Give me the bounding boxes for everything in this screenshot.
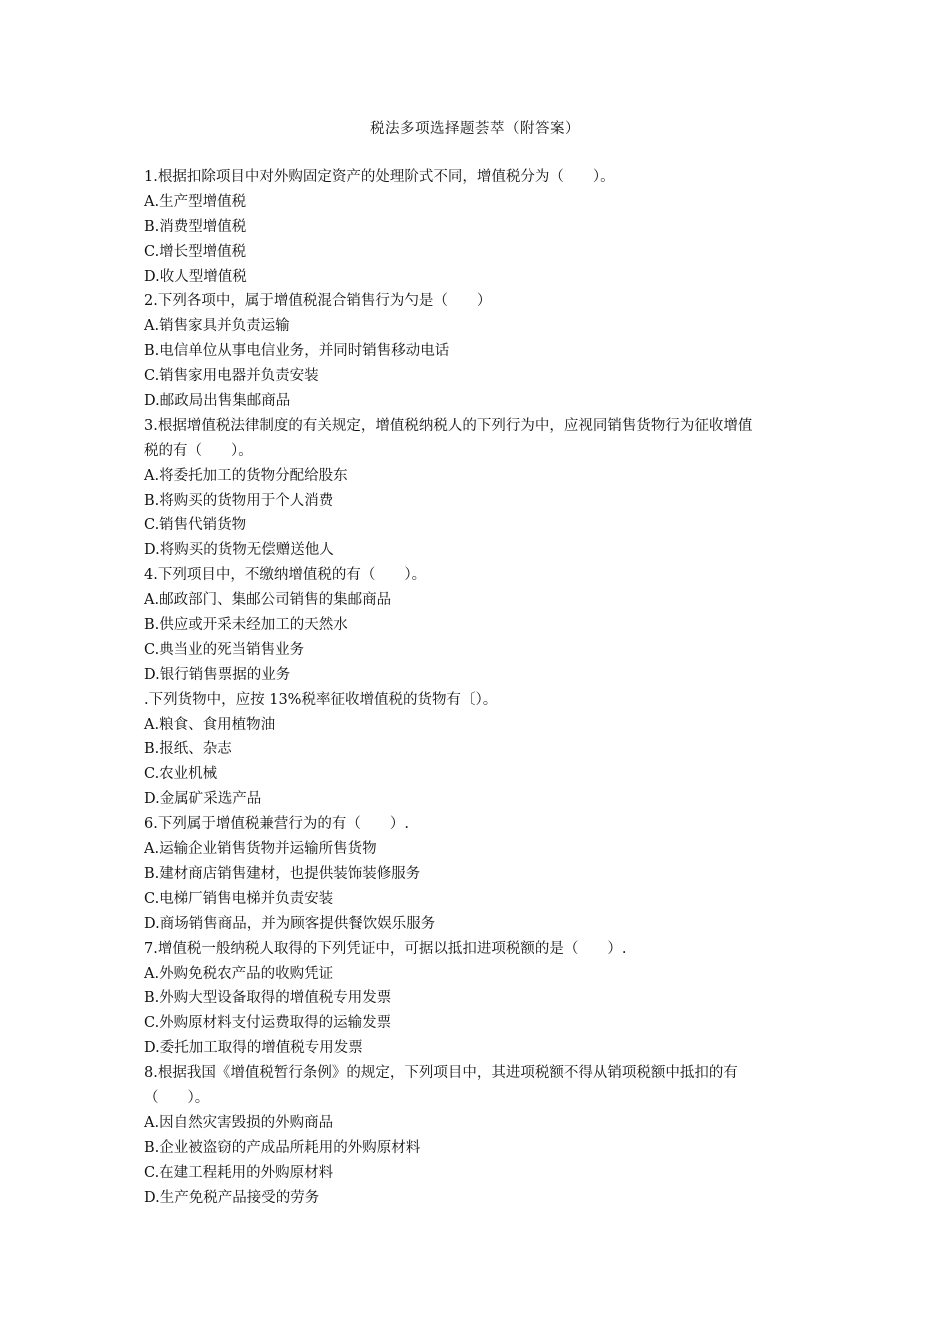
document-title: 税法多项选择题荟萃（附答案）	[370, 121, 580, 137]
option-line: B.供应或开采未经加工的天然水	[144, 617, 348, 634]
option-line: B.企业被盗窃的产成品所耗用的外购原材料	[144, 1139, 421, 1156]
option-line: D.银行销售票据的业务	[144, 666, 291, 683]
option-line: B.电信单位从事电信业务，并同时销售移动电话	[144, 343, 450, 360]
question-2: 2.下列各项中，属于增值税混合销售行为勺是（ ）	[144, 293, 492, 310]
option-line: D.生产免税产品接受的劳务	[144, 1189, 320, 1206]
option-line: D.商场销售商品，并为顾客提供餐饮娱乐服务	[144, 915, 436, 932]
option-line: A.生产型增值税	[144, 193, 247, 210]
question-8-continued: （ ）。	[144, 1089, 210, 1106]
option-line: B.消费型增值税	[144, 218, 247, 235]
option-line: B.报纸、杂志	[144, 741, 232, 758]
option-line: B.将购买的货物用于个人消费	[144, 492, 334, 509]
option-line: C.典当业的死当销售业务	[144, 641, 305, 658]
question-3: 3.根据增值税法律制度的有关规定，增值税纳税人的下列行为中，应视同销售货物行为征收增值	[144, 417, 753, 434]
option-line: B.建材商店销售建材，也提供装饰装修服务	[144, 865, 421, 882]
option-line: D.邮政局出售集邮商品	[144, 393, 291, 410]
question-8: 8.根据我国《增值税暂行条例》的规定，下列项目中，其进项税额不得从销项税额中抵扣的有	[144, 1065, 738, 1082]
option-line: C.增长型增值税	[144, 243, 247, 260]
question-3-continued: 税的有（ ）。	[144, 442, 253, 459]
option-line: D.将购买的货物无偿赠送他人	[144, 542, 334, 559]
option-line: C.农业机械	[144, 766, 218, 783]
option-line: C.销售家用电器并负责安装	[144, 368, 319, 385]
option-line: A.将委托加工的货物分配给股东	[144, 467, 348, 484]
option-line: D.委托加工取得的增值税专用发票	[144, 1040, 363, 1057]
option-line: C.电梯厂销售电梯并负责安装	[144, 890, 334, 907]
question-7: 7.增值税一般纳税人取得的下列凭证中，可据以抵扣进项税额的是（ ）.	[144, 940, 627, 957]
option-line: D.金属矿采选产品	[144, 791, 262, 808]
option-line: C.销售代销货物	[144, 517, 247, 534]
document-body	[144, 165, 809, 1210]
question-5: .下列货物中，应按 13%税率征收增值税的货物有〔）。	[144, 691, 498, 708]
option-line: A.外购免税农产品的收购凭证	[144, 965, 334, 982]
option-line: B.外购大型设备取得的增值税专用发票	[144, 990, 392, 1007]
option-line: A.因自然灾害毁损的外购商品	[144, 1114, 334, 1131]
question-6: 6.下列属于增值税兼营行为的有（ ）.	[144, 816, 409, 833]
option-line: A.粮食、食用植物油	[144, 716, 276, 733]
question-4: 4.下列项目中，不缴纳增值税的有（ ）。	[144, 567, 427, 584]
option-line: A.运输企业销售货物并运输所售货物	[144, 841, 377, 858]
question-1: 1.根据扣除项目中对外购固定资产的处理阶式不同，增值税分为（ ）。	[144, 169, 615, 185]
option-line: C.外购原材料支付运费取得的运输发票	[144, 1015, 392, 1032]
option-line: C.在建工程耗用的外购原材料	[144, 1164, 334, 1181]
option-line: A.销售家具并负责运输	[144, 318, 290, 335]
option-line: A.邮政部门、集邮公司销售的集邮商品	[144, 592, 392, 609]
option-line: D.收人型增值税	[144, 268, 247, 285]
